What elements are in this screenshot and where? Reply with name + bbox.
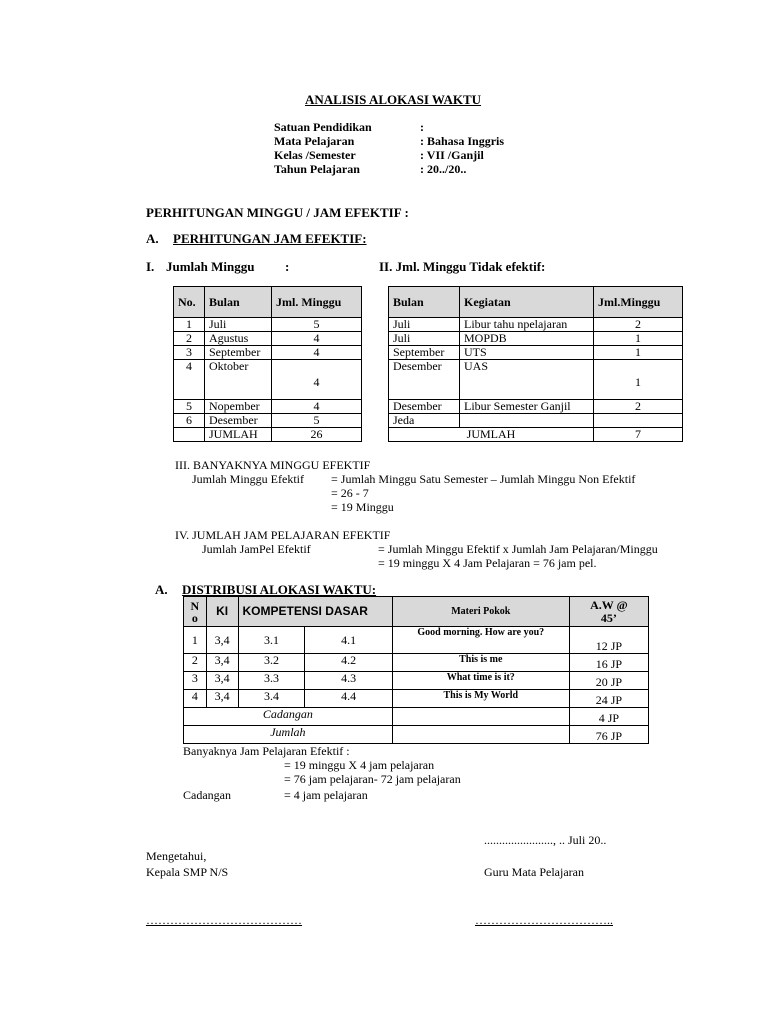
table-row: [389, 360, 683, 400]
summary-cadangan-label: Cadangan: [183, 788, 231, 802]
cell: 3: [184, 672, 207, 690]
cell: Juli: [205, 318, 272, 332]
info-value: : 20../20..: [420, 162, 467, 176]
cell: This is me: [392, 654, 569, 672]
cell: September: [389, 346, 460, 360]
cell: 3.4: [238, 690, 305, 708]
part4-title: IV. JUMLAH JAM PELAJARAN EFEKTIF: [175, 528, 391, 542]
part1-numeral: I.: [146, 259, 155, 274]
signature-date: ......................., .. Juli 20..: [484, 833, 607, 847]
col-header-aw: A.W @ 45’: [569, 597, 648, 627]
table-header-row: [184, 597, 649, 627]
cell: MOPDB: [460, 332, 594, 346]
cell: 3,4: [206, 690, 238, 708]
document-title: ANALISIS ALOKASI WAKTU: [305, 92, 482, 107]
col-header: Kegiatan: [460, 287, 594, 318]
cell: [392, 708, 569, 726]
cadangan-value: 4 JP: [569, 708, 648, 726]
table-row: [184, 672, 649, 690]
info-value: : Bahasa Inggris: [420, 134, 505, 148]
distribusi-heading: DISTRIBUSI ALOKASI WAKTU:: [182, 582, 377, 597]
summary-line1: Banyaknya Jam Pelajaran Efektif :: [183, 744, 350, 758]
cell: UAS: [460, 360, 594, 400]
table-row: [174, 332, 362, 346]
signature-right-title: Guru Mata Pelajaran: [484, 865, 584, 879]
cell: Desember: [389, 400, 460, 414]
cell: Libur Semester Ganjil: [460, 400, 594, 414]
cell: 1: [594, 360, 683, 400]
signature-left-line: …………………………………: [146, 913, 302, 927]
summary-cadangan-value: = 4 jam pelajaran: [284, 788, 368, 802]
info-value: :: [420, 120, 424, 134]
section-heading: PERHITUNGAN MINGGU / JAM EFEKTIF :: [146, 205, 409, 220]
col-header: Jml. Minggu: [272, 287, 362, 318]
cell: 2: [594, 318, 683, 332]
table-header-row: [174, 287, 362, 318]
cell: 2: [174, 332, 205, 346]
cell: UTS: [460, 346, 594, 360]
cell: 5: [174, 400, 205, 414]
cell: 16 JP: [569, 654, 648, 672]
cell: Desember: [205, 414, 272, 428]
signature-left-title2: Kepala SMP N/S: [146, 865, 229, 879]
cell: 4.1: [305, 627, 392, 654]
part3-label: Jumlah Minggu Efektif: [192, 472, 304, 486]
info-label: Mata Pelajaran: [274, 134, 355, 148]
table-row: [174, 346, 362, 360]
cell: 4.2: [305, 654, 392, 672]
cell: 4: [272, 400, 362, 414]
table-row: [174, 318, 362, 332]
info-value: : VII /Ganjil: [420, 148, 484, 162]
weeks-table: [173, 286, 362, 442]
info-label: Kelas /Semester: [274, 148, 356, 162]
total-value: 26: [272, 428, 362, 442]
part4-line: = Jumlah Minggu Efektif x Jumlah Jam Pelajaran/Minggu: [378, 542, 658, 556]
part3-line: = 19 Minggu: [331, 500, 394, 514]
cell: [594, 414, 683, 428]
summary-line2: = 19 minggu X 4 jam pelajaran: [284, 758, 435, 772]
distribusi-letter: A.: [155, 582, 168, 597]
cell: 1: [594, 332, 683, 346]
summary-line3: = 76 jam pelajaran- 72 jam pelajaran: [284, 772, 461, 786]
part1-colon: :: [285, 259, 290, 274]
cell: 5: [272, 414, 362, 428]
table-row: [184, 627, 649, 654]
sub-a-letter: A.: [146, 231, 159, 246]
cell: Good morning. How are you?: [392, 627, 569, 654]
cell: Nopember: [205, 400, 272, 414]
cell: 2: [594, 400, 683, 414]
col-header: No.: [174, 287, 205, 318]
table-row: [184, 690, 649, 708]
distribution-table: [183, 596, 649, 744]
total-label: JUMLAH: [205, 428, 272, 442]
info-values: [420, 120, 504, 176]
cell: 4: [272, 346, 362, 360]
cell: 12 JP: [569, 627, 648, 654]
info-label: Tahun Pelajaran: [274, 162, 360, 176]
total-value: 7: [594, 428, 683, 442]
cell: This is My World: [392, 690, 569, 708]
part4-line: = 19 minggu X 4 Jam Pelajaran = 76 jam pel.: [378, 556, 597, 570]
jumlah-row: [184, 726, 649, 744]
cell: 1: [184, 627, 207, 654]
cell: 3,4: [206, 627, 238, 654]
cell: 4: [184, 690, 207, 708]
cell: 1: [594, 346, 683, 360]
signature-left-title1: Mengetahui,: [146, 849, 207, 863]
table-row: [389, 414, 683, 428]
table-row: [184, 654, 649, 672]
part3-lines: [331, 472, 635, 514]
info-label: Satuan Pendidikan: [274, 120, 372, 134]
col-header: Bulan: [389, 287, 460, 318]
cell: Juli: [389, 318, 460, 332]
part4-label: Jumlah JamPel Efektif: [202, 542, 311, 556]
table-row: [389, 318, 683, 332]
cell: [460, 414, 594, 428]
col-header: Bulan: [205, 287, 272, 318]
cell: 4: [174, 360, 205, 400]
table-row: [389, 400, 683, 414]
table-row: [389, 332, 683, 346]
cell: Agustus: [205, 332, 272, 346]
table-row: [174, 414, 362, 428]
part3-line: = 26 - 7: [331, 486, 369, 500]
sub-a-heading: PERHITUNGAN JAM EFEKTIF:: [173, 231, 367, 246]
cell: 1: [174, 318, 205, 332]
cadangan-row: [184, 708, 649, 726]
col-header-kd: KOMPETENSI DASAR: [238, 597, 392, 627]
col-header-materi: Materi Pokok: [392, 597, 569, 627]
cadangan-label: Cadangan: [184, 708, 393, 726]
table-row: [174, 400, 362, 414]
cell: 4.3: [305, 672, 392, 690]
col-header-ki: KI: [206, 597, 238, 627]
cell: 3.2: [238, 654, 305, 672]
table-header-row: [389, 287, 683, 318]
cell: Desember: [389, 360, 460, 400]
col-header-no: N o: [184, 597, 207, 627]
total-label: JUMLAH: [389, 428, 594, 442]
table-total-row: [389, 428, 683, 442]
part4-lines: [378, 542, 658, 570]
table-row: [174, 360, 362, 400]
part3-line: = Jumlah Minggu Satu Semester – Jumlah Minggu Non Efektif: [331, 472, 636, 486]
cell: 6: [174, 414, 205, 428]
part2-heading: II. Jml. Minggu Tidak efektif:: [379, 259, 546, 274]
jumlah-label: Jumlah: [184, 726, 393, 744]
cell: What time is it?: [392, 672, 569, 690]
cell: [392, 726, 569, 744]
cell: Libur tahu npelajaran: [460, 318, 594, 332]
col-header: Jml.Minggu: [594, 287, 683, 318]
table-total-row: [174, 428, 362, 442]
cell: 3.1: [238, 627, 305, 654]
part1-heading: Jumlah Minggu: [166, 259, 255, 274]
cell: 20 JP: [569, 672, 648, 690]
cell: 3.3: [238, 672, 305, 690]
cell: Jeda: [389, 414, 460, 428]
cell: 24 JP: [569, 690, 648, 708]
cell: 3,4: [206, 654, 238, 672]
cell: 3,4: [206, 672, 238, 690]
cell: Oktober: [205, 360, 272, 400]
cell: September: [205, 346, 272, 360]
cell: Juli: [389, 332, 460, 346]
cell: [174, 428, 205, 442]
part3-title: III. BANYAKNYA MINGGU EFEKTIF: [175, 458, 371, 472]
table-row: [389, 346, 683, 360]
cell: 4: [272, 332, 362, 346]
cell: 5: [272, 318, 362, 332]
jumlah-value: 76 JP: [569, 726, 648, 744]
non-effective-weeks-table: [388, 286, 683, 442]
info-labels: [274, 120, 372, 176]
signature-right-line: ……………………………..: [475, 913, 613, 927]
cell: 4.4: [305, 690, 392, 708]
cell: 4: [272, 360, 362, 400]
cell: 2: [184, 654, 207, 672]
cell: 3: [174, 346, 205, 360]
